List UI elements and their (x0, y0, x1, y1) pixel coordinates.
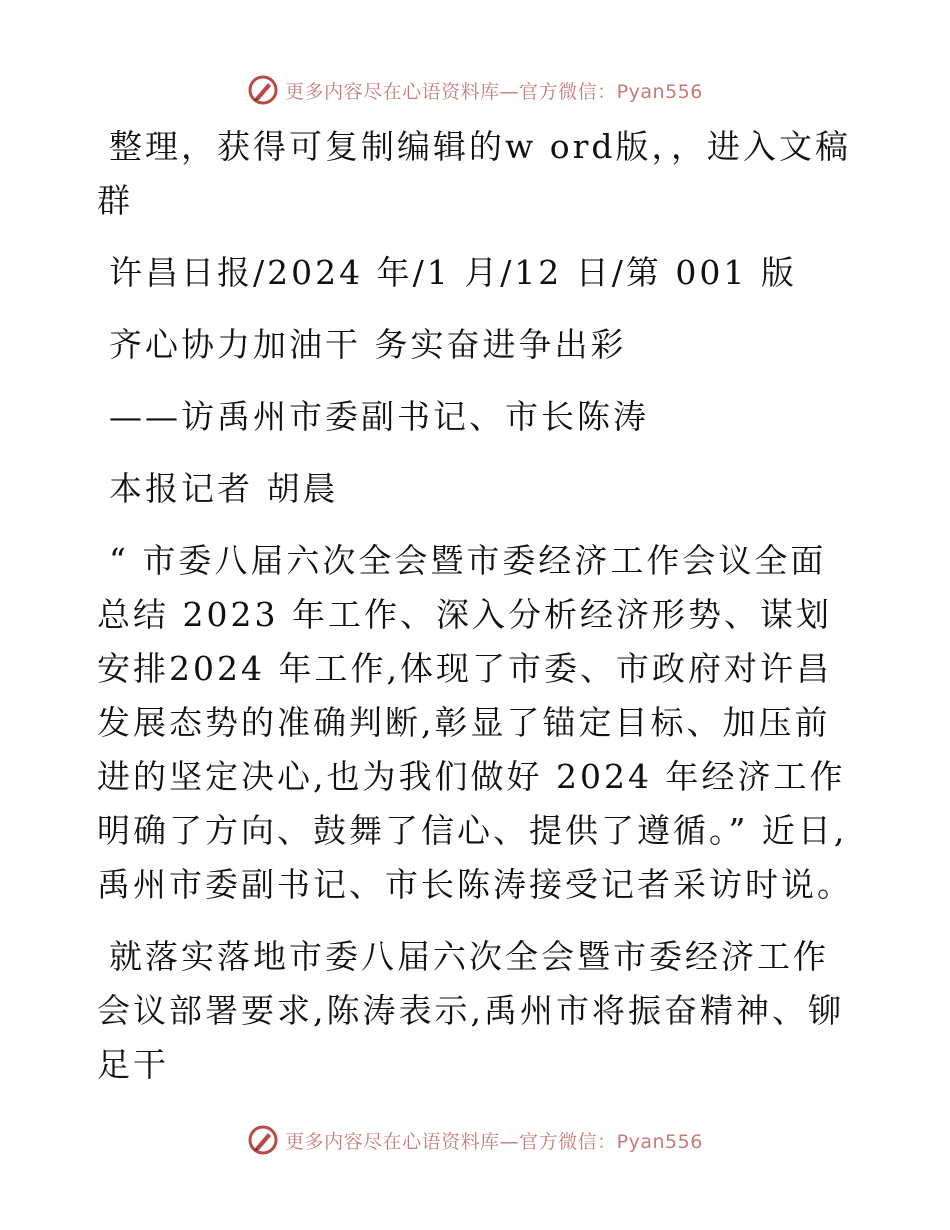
intro-note: 整理，获得可复制编辑的w ord版，，进入文稿群 (97, 127, 852, 220)
header-watermark-banner (0, 70, 950, 110)
header-banner-text: 更多内容尽在心语资料库—官方微信：Pyan556 (285, 80, 703, 103)
article-title: 齐心协力加油干 务实奋进争出彩 (109, 325, 627, 364)
paragraph-quote: “ 市委八届六次全会暨市委经济工作会议全面总结 2023 年工作、深入分析经济形势、谋划安排2024 年工作,体现了市委、市政府对许昌发展态势的准确判断,彰显了锚定目标、加压前进的坚定决心,也为我们做好 2024 年经济工作明确了方向、鼓舞了信心、提供了遵循。” 近日,禹州市委副书记、市长陈涛接受记者采访时说。 (97, 541, 853, 904)
paragraph-body: 就落实落地市委八届六次全会暨市委经济工作会议部署要求,陈涛表示,禹州市将振奋精神、铆足干 (97, 937, 844, 1084)
pen-logo-icon (247, 1124, 279, 1156)
footer-banner-text: 更多内容尽在心语资料库—官方微信：Pyan556 (285, 1130, 703, 1153)
footer-watermark-banner (0, 1120, 950, 1160)
pen-logo-icon (247, 74, 279, 106)
source-line: 许昌日报/2024 年/1 月/12 日/第 001 版 (109, 253, 797, 292)
article-subtitle: ——访禹州市委副书记、市长陈涛 (109, 397, 649, 436)
article-body (97, 120, 853, 1110)
byline: 本报记者 胡晨 (109, 469, 339, 508)
